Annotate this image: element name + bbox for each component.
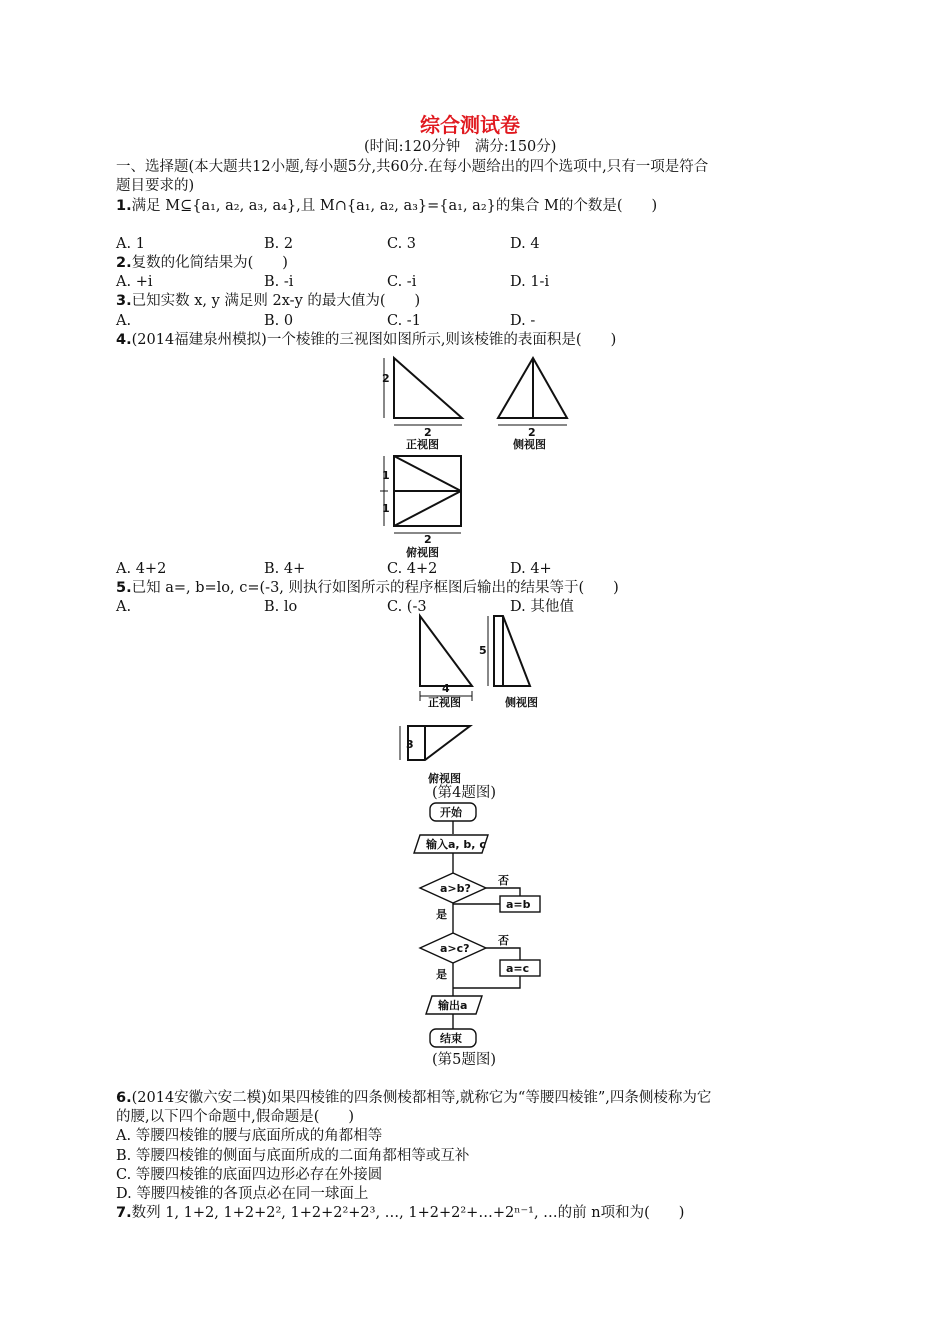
- option-c: C. 4+2: [387, 561, 438, 577]
- front-view-label: 正视图: [406, 438, 439, 451]
- question-6-cont: 的腰,以下四个命题中,假命题是( ): [116, 1109, 355, 1125]
- dim-top-1: 1: [382, 469, 390, 482]
- question-text: 已知 a=, b=lo, c=(-3, 则执行如图所示的程序框图后输出的结果等于( ): [131, 580, 619, 596]
- question-number: 6.: [116, 1090, 132, 1106]
- question-number: 4.: [116, 332, 132, 348]
- dim-front-width: 2: [424, 426, 432, 439]
- option-c: C. 3: [387, 236, 417, 252]
- exam-info: (时间:120分钟 满分:150分): [364, 139, 557, 155]
- dim-front-height: 2: [382, 372, 390, 385]
- question-1: [116, 197, 657, 215]
- option-a: A. +i: [116, 274, 153, 290]
- option-d: D. 1-i: [510, 274, 550, 290]
- option-d: D. 等腰四棱锥的各顶点必在同一球面上: [116, 1186, 369, 1202]
- question-7: [116, 1204, 684, 1222]
- option-a: A. 等腰四棱锥的腰与底面所成的角都相等: [116, 1128, 383, 1144]
- question-text: (2014安徽六安二模)如果四棱锥的四条侧棱都相等,就称它为“等腰四棱锥”,四条侧棱称为它: [131, 1090, 712, 1106]
- question-text: (2014福建泉州模拟)一个棱锥的三视图如图所示,则该棱锥的表面积是( ): [131, 332, 617, 348]
- section-heading-line2: 题目要求的): [116, 178, 195, 194]
- section-heading-line1: 一、选择题(本大题共12小题,每小题5分,共60分.在每小题给出的四个选项中,只有一项是符合: [116, 159, 709, 175]
- question-3: [116, 292, 420, 310]
- output-label: 输出a: [438, 999, 468, 1012]
- question-number: 3.: [116, 293, 132, 309]
- option-a: A.: [116, 313, 132, 329]
- front-view-triangle: [394, 358, 462, 418]
- option-b: B. 等腰四棱锥的侧面与底面所成的二面角都相等或互补: [116, 1148, 470, 1164]
- three-view-figure: [370, 352, 580, 562]
- dim-side-width: 2: [528, 426, 536, 439]
- option-d: D. 其他值: [510, 599, 574, 615]
- front-view-triangle: [420, 616, 472, 686]
- cond1-label: a>b?: [440, 882, 471, 895]
- figure-caption-5: (第5题图): [432, 1052, 497, 1068]
- assign2-label: a=c: [506, 962, 530, 975]
- side-view-label: 侧视图: [505, 696, 538, 709]
- three-view-figure-2: [370, 610, 580, 810]
- question-5: [116, 579, 619, 597]
- option-d: D. 4+: [510, 561, 552, 577]
- page-title: 综合测试卷: [420, 113, 520, 137]
- end-label: 结束: [440, 1032, 462, 1045]
- option-a: A. 1: [116, 236, 145, 252]
- no1-label: 否: [498, 874, 509, 887]
- question-text: 满足 M⊆{a₁, a₂, a₃, a₄},且 M∩{a₁, a₂, a₃}={a₁, a₂}的集合 M的个数是( ): [131, 198, 658, 214]
- question-number: 7.: [116, 1205, 132, 1221]
- option-c: C. (-3: [387, 599, 427, 615]
- assign1-label: a=b: [506, 898, 531, 911]
- dim-height: 5: [479, 644, 487, 657]
- option-c: C. 等腰四棱锥的底面四边形必存在外接圆: [116, 1167, 383, 1183]
- side-view-shape: [494, 616, 530, 686]
- front-view-label: 正视图: [428, 696, 461, 709]
- flowchart: [400, 800, 550, 1060]
- question-number: 5.: [116, 580, 132, 596]
- option-c: C. -1: [387, 313, 421, 329]
- top-view-shape: [408, 726, 470, 760]
- option-b: B. 0: [264, 313, 294, 329]
- option-b: B. lo: [264, 599, 298, 615]
- dim-top-2: 1: [382, 502, 390, 515]
- top-view-label: 俯视图: [406, 546, 439, 559]
- dim-top-width: 2: [424, 533, 432, 546]
- start-label: 开始: [440, 806, 462, 819]
- question-number: 2.: [116, 255, 132, 271]
- option-c: C. -i: [387, 274, 417, 290]
- question-text: 复数的化简结果为( ): [131, 255, 288, 271]
- question-text: 已知实数 x, y 满足则 2x-y 的最大值为( ): [131, 293, 421, 309]
- dim-width: 4: [442, 682, 450, 695]
- input-label: 输入a, b, c: [426, 838, 486, 851]
- question-number: 1.: [116, 198, 132, 214]
- figure-caption-4: (第4题图): [432, 785, 497, 801]
- option-b: B. 4+: [264, 561, 306, 577]
- option-d: D. -: [510, 313, 536, 329]
- question-2: [116, 254, 288, 272]
- option-b: B. 2: [264, 236, 294, 252]
- cond2-label: a>c?: [440, 942, 470, 955]
- option-b: B. -i: [264, 274, 294, 290]
- dim-depth: 3: [406, 738, 414, 751]
- question-6: [116, 1089, 711, 1107]
- side-view-label: 侧视图: [513, 438, 546, 451]
- yes2-label: 是: [436, 968, 447, 981]
- option-a: A. 4+2: [116, 561, 167, 577]
- option-a: A.: [116, 599, 132, 615]
- question-text: 数列 1, 1+2, 1+2+2², 1+2+2²+2³, …, 1+2+2²+…+2ⁿ⁻¹, …的前 n项和为( ): [131, 1205, 685, 1221]
- question-4: [116, 331, 616, 349]
- option-d: D. 4: [510, 236, 540, 252]
- yes1-label: 是: [436, 908, 447, 921]
- top-view-label: 俯视图: [428, 772, 461, 785]
- no2-label: 否: [498, 934, 509, 947]
